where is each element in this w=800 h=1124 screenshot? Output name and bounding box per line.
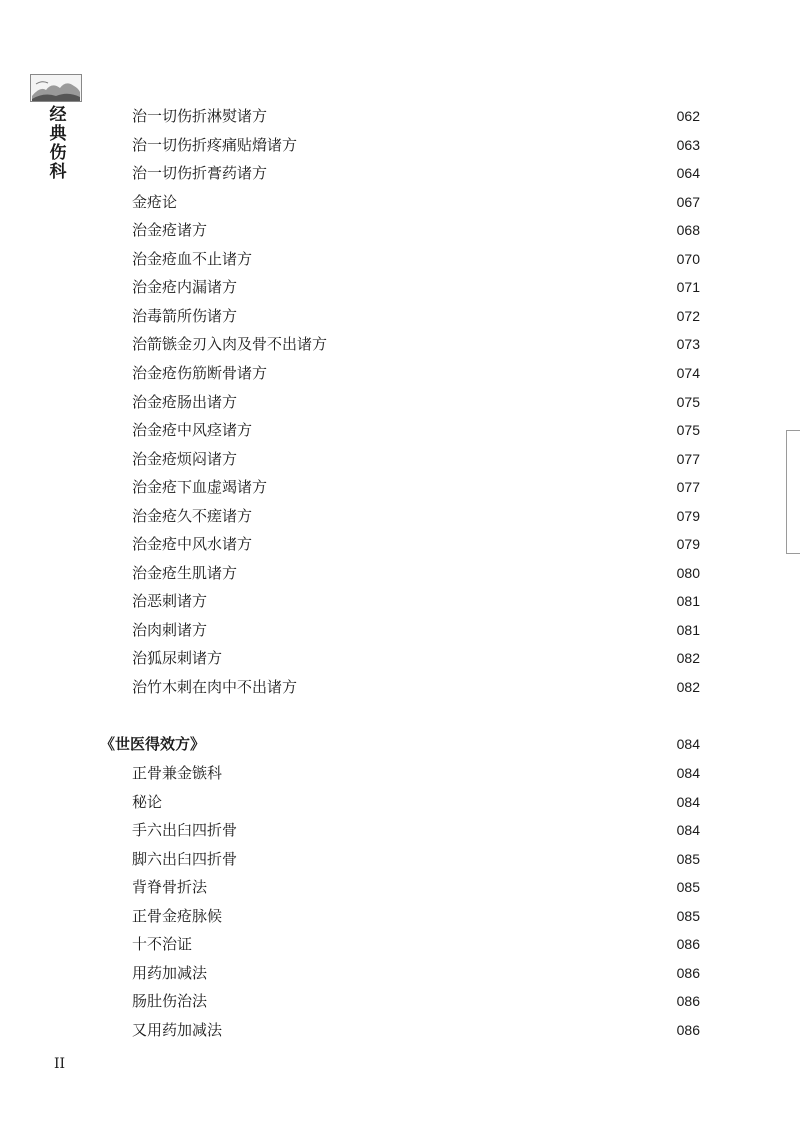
toc-section-entry[interactable]: [100, 732, 700, 756]
toc-entry[interactable]: [132, 190, 700, 214]
toc-entry-title: 治金疮伤筋断骨诸方: [132, 363, 268, 382]
toc-entry[interactable]: [132, 904, 700, 928]
dot-leader: [271, 361, 673, 385]
dot-leader: [166, 790, 673, 814]
toc-entry-title: 治金疮肠出诸方: [132, 392, 238, 411]
toc-entry[interactable]: [132, 247, 700, 271]
toc-entry[interactable]: [132, 475, 700, 499]
toc-entry-title: 《世医得效方》: [100, 735, 206, 753]
toc-entry[interactable]: [132, 332, 700, 356]
dot-leader: [196, 932, 673, 956]
toc-entry-title: 治一切伤折淋熨诸方: [132, 107, 268, 125]
dot-leader: [209, 732, 673, 756]
toc-entry-title: 治金疮烦闷诸方: [132, 449, 238, 468]
toc-entry[interactable]: [132, 932, 700, 956]
toc-entry-page: 086: [676, 936, 700, 953]
toc-entry[interactable]: [132, 447, 700, 471]
toc-entry[interactable]: [132, 561, 700, 585]
toc-entry-page: 075: [676, 422, 700, 439]
toc-entry-page: 067: [676, 193, 700, 210]
toc-entry-page: 081: [676, 621, 700, 638]
toc-entry[interactable]: [132, 275, 700, 299]
dot-leader: [241, 447, 673, 471]
toc-entry[interactable]: [132, 589, 700, 613]
toc-entry-title: 治竹木刺在肉中不出诸方: [132, 678, 298, 696]
dot-leader: [211, 589, 673, 613]
toc-entry[interactable]: [132, 304, 700, 328]
dot-leader: [211, 989, 673, 1013]
toc-entry-page: 068: [676, 222, 700, 239]
toc-entry-title: 背脊骨折法: [132, 878, 208, 897]
edge-thumb-tab: [786, 430, 800, 554]
toc-entry-title: 治箭镞金刃入肉及骨不出诸方: [132, 335, 328, 354]
dot-leader: [301, 133, 673, 157]
toc-entry-title: 治金疮久不瘥诸方: [132, 506, 253, 525]
toc-entry-page: 079: [676, 507, 700, 524]
toc-entry-title: 脚六出臼四折骨: [132, 849, 238, 868]
dot-leader: [241, 304, 673, 328]
toc-entry-title: 治金疮中风痉诸方: [132, 421, 253, 440]
toc-entry-page: 064: [676, 165, 700, 182]
toc-entry-title: 治金疮生肌诸方: [132, 563, 238, 582]
dot-leader: [256, 504, 673, 528]
dot-leader: [226, 1018, 673, 1042]
toc-entry-title: 又用药加减法: [132, 1020, 223, 1039]
toc-entry-page: 075: [676, 393, 700, 410]
dot-leader: [241, 390, 673, 414]
toc-entry-page: 074: [676, 364, 700, 381]
dot-leader: [301, 675, 673, 699]
dot-leader: [241, 561, 673, 585]
toc-entry[interactable]: [132, 675, 700, 699]
toc-entry-page: 070: [676, 250, 700, 267]
toc-entry-title: 肠肚伤治法: [132, 992, 208, 1011]
toc-entry-page: 082: [676, 679, 700, 695]
toc-entry-page: 084: [676, 793, 700, 810]
page-number: II: [54, 1056, 66, 1072]
toc-entry-title: 治恶刺诸方: [132, 592, 208, 611]
toc-entry-page: 084: [676, 822, 700, 839]
toc-entry-page: 079: [676, 536, 700, 553]
dot-leader: [211, 218, 673, 242]
dot-leader: [241, 275, 673, 299]
dot-leader: [181, 190, 673, 214]
toc-entry[interactable]: [132, 532, 700, 556]
dot-leader: [211, 618, 673, 642]
toc-entry[interactable]: [132, 875, 700, 899]
toc-entry-page: 085: [676, 907, 700, 924]
dot-leader: [256, 418, 673, 442]
toc-entry[interactable]: [132, 761, 700, 785]
dot-leader: [256, 532, 673, 556]
toc-entry[interactable]: [132, 161, 700, 185]
toc-entry[interactable]: [132, 818, 700, 842]
toc-entry-page: 085: [676, 879, 700, 896]
running-head-char: 典: [49, 124, 67, 144]
toc-entry-title: 秘论: [132, 792, 163, 811]
toc-entry-title: 治金疮血不止诸方: [132, 249, 253, 268]
toc-entry[interactable]: [132, 618, 700, 642]
dot-leader: [226, 761, 673, 785]
toc-entry[interactable]: [132, 218, 700, 242]
toc-entry-title: 治一切伤折疼痛贴熁诸方: [132, 135, 298, 154]
toc-entry[interactable]: [132, 790, 700, 814]
toc-entry-page: 073: [676, 336, 700, 353]
toc-entry[interactable]: [132, 1018, 700, 1042]
toc-entry[interactable]: [132, 989, 700, 1013]
toc-entry[interactable]: [132, 504, 700, 528]
toc-entry-page: 072: [676, 307, 700, 324]
toc-entry-page: 077: [676, 479, 700, 496]
dot-leader: [241, 847, 673, 871]
toc-entry-page: 063: [676, 136, 700, 153]
running-head-char: 经: [49, 105, 67, 125]
toc-entry-title: 治狐尿刺诸方: [132, 649, 223, 668]
dot-leader: [271, 161, 673, 185]
toc-entry-page: 086: [676, 964, 700, 981]
toc-entry-title: 十不治证: [132, 935, 193, 954]
toc-entry[interactable]: [132, 390, 700, 414]
toc-entry-title: 治金疮内漏诸方: [132, 278, 238, 297]
dot-leader: [226, 646, 673, 670]
toc-entry-page: 086: [676, 993, 700, 1010]
toc-entry-page: 086: [676, 1021, 700, 1038]
dot-leader: [211, 875, 673, 899]
toc-entry-title: 治肉刺诸方: [132, 620, 208, 639]
toc-entry-title: 治金疮下血虚竭诸方: [132, 478, 268, 497]
dot-leader: [331, 332, 673, 356]
toc-entry[interactable]: [132, 961, 700, 985]
toc-entry-page: 084: [676, 765, 700, 781]
toc-entry[interactable]: [132, 646, 700, 670]
toc-entry[interactable]: [132, 361, 700, 385]
toc-entry-page: 082: [676, 650, 700, 667]
toc-entry-page: 080: [676, 564, 700, 581]
dot-leader: [241, 818, 673, 842]
toc-entry[interactable]: [132, 104, 700, 128]
dot-leader: [211, 961, 673, 985]
toc-entry-title: 治毒箭所伤诸方: [132, 306, 238, 325]
toc-entry[interactable]: [132, 133, 700, 157]
running-head-char: 科: [49, 162, 67, 182]
toc-entry-page: 062: [676, 108, 700, 124]
toc-entry-title: 治金疮诸方: [132, 221, 208, 240]
toc-entry[interactable]: [132, 847, 700, 871]
toc-entry-title: 正骨兼金镞科: [132, 764, 223, 782]
dot-leader: [271, 104, 673, 128]
running-head-title: [38, 106, 78, 182]
toc-entry[interactable]: [132, 418, 700, 442]
toc-entry-page: 085: [676, 850, 700, 867]
toc-entry-title: 手六出臼四折骨: [132, 821, 238, 840]
landscape-emblem-icon: [30, 74, 82, 102]
dot-leader: [226, 904, 673, 928]
toc-entry-title: 正骨金疮脉候: [132, 906, 223, 925]
toc-entry-page: 081: [676, 593, 700, 610]
toc-entry-page: 084: [676, 736, 700, 752]
running-head-char: 伤: [49, 143, 67, 163]
toc-entry-title: 金疮论: [132, 192, 178, 211]
toc-entry-title: 治金疮中风水诸方: [132, 535, 253, 554]
toc-entry-title: 用药加减法: [132, 963, 208, 982]
toc-entry-page: 071: [676, 279, 700, 296]
dot-leader: [256, 247, 673, 271]
dot-leader: [271, 475, 673, 499]
toc-entry-page: 077: [676, 450, 700, 467]
toc-entry-title: 治一切伤折膏药诸方: [132, 164, 268, 183]
